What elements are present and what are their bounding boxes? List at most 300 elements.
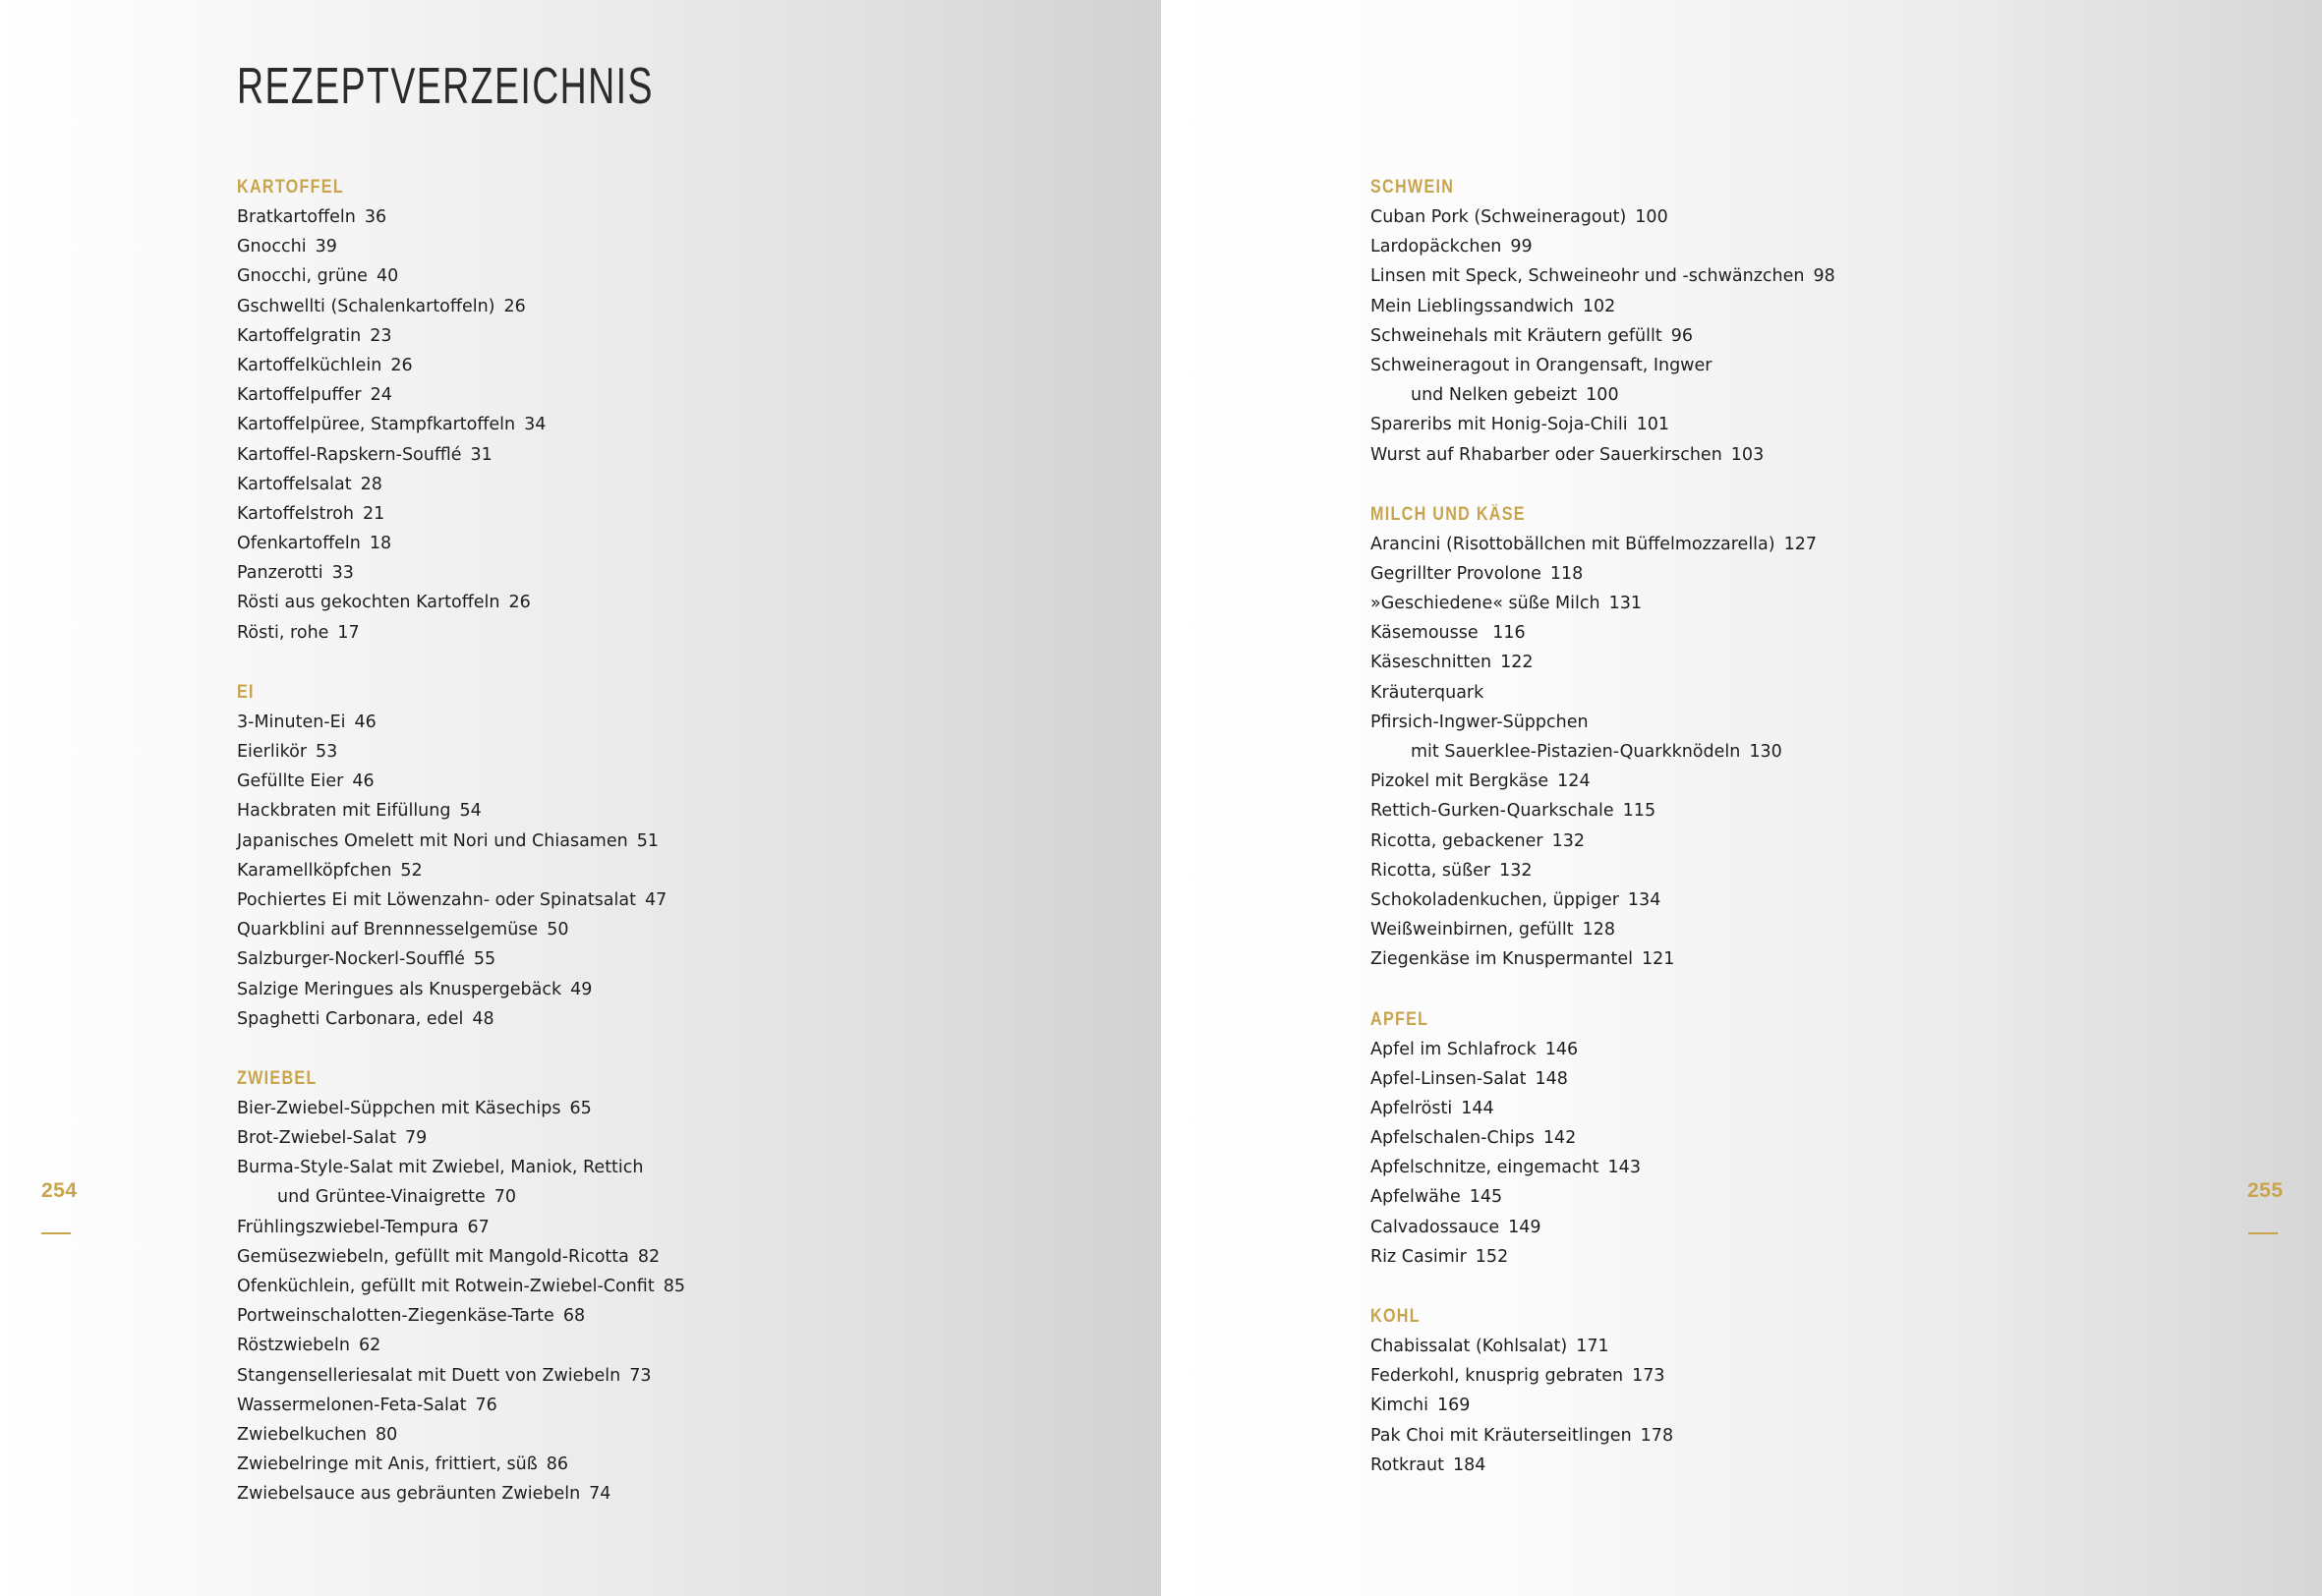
entry-line	[237, 1242, 1082, 1272]
entry-line	[237, 1479, 1082, 1509]
index-entry	[237, 915, 1082, 944]
index-entry	[1370, 351, 2216, 410]
index-entry	[237, 351, 1082, 380]
recipe-name: 3-Minuten-Ei	[237, 712, 346, 732]
entry-line	[1370, 678, 2216, 708]
entry-line	[1370, 1094, 2216, 1123]
entry-line	[237, 1272, 1082, 1301]
entry-line	[237, 410, 1082, 439]
recipe-name: Mein Lieblingssandwich	[1370, 296, 1574, 316]
recipe-page-number: 21	[362, 503, 385, 524]
index-entry	[1370, 1213, 2216, 1242]
recipe-name: Lardopäckchen	[1370, 237, 1502, 257]
recipe-name: Cuban Pork (Schweineragout)	[1370, 207, 1627, 227]
recipe-page-number: 169	[1436, 1396, 1471, 1416]
recipe-page-number: 49	[570, 979, 593, 999]
index-entry	[237, 1331, 1082, 1360]
index-entry	[1370, 559, 2216, 589]
index-entry	[237, 737, 1082, 767]
recipe-name: Frühlingszwiebel-Tempura	[237, 1217, 459, 1237]
recipe-page-number: 68	[562, 1306, 586, 1327]
recipe-page-number: 18	[369, 534, 392, 554]
recipe-name: Rösti, rohe	[237, 622, 329, 643]
section-heading: SCHWEIN	[1370, 177, 1455, 198]
recipe-page-number: 152	[1475, 1246, 1509, 1267]
index-entry	[1370, 440, 2216, 470]
recipe-page-number: 23	[370, 325, 392, 346]
entry-line	[1370, 944, 2216, 974]
entry-line	[1370, 856, 2216, 885]
entry-line	[237, 202, 1082, 232]
index-entry	[1370, 826, 2216, 856]
entry-line	[237, 440, 1082, 470]
recipe-name: Portweinschalotten-Ziegenkäse-Tarte	[237, 1306, 554, 1327]
recipe-name: Kräuterquark	[1370, 682, 1484, 703]
recipe-page-number: 28	[360, 474, 382, 494]
entry-list	[237, 708, 1082, 1034]
recipe-name: Gemüsezwiebeln, gefüllt mit Mangold-Ricotta	[237, 1246, 629, 1267]
recipe-page-number: 79	[404, 1128, 428, 1149]
index-entry	[1370, 767, 2216, 796]
entry-line	[1370, 1242, 2216, 1272]
index-entry	[1370, 856, 2216, 885]
recipe-name: Ofenküchlein, gefüllt mit Rotwein-Zwiebel-Confit	[237, 1277, 655, 1297]
entry-line	[237, 1182, 1082, 1212]
entry-line	[237, 321, 1082, 351]
entry-list	[237, 1094, 1082, 1510]
recipe-page-number: 34	[524, 415, 547, 435]
recipe-page-number: 131	[1608, 594, 1642, 614]
index-entry	[237, 499, 1082, 529]
recipe-page-number: 36	[364, 207, 387, 227]
recipe-name: Pak Choi mit Kräuterseitlingen	[1370, 1425, 1632, 1446]
recipe-name: Käseschnitten	[1370, 653, 1492, 673]
recipe-page-number: 82	[637, 1246, 661, 1267]
recipe-name: Hackbraten mit Eifüllung	[237, 801, 451, 822]
recipe-page-number: 26	[508, 593, 531, 613]
index-section	[237, 173, 1082, 648]
entry-line	[1370, 796, 2216, 826]
index-entry	[1370, 944, 2216, 974]
index-entry	[1370, 618, 2216, 648]
recipe-page-number: 124	[1557, 771, 1591, 792]
recipe-name: Schokoladenkuchen, üppiger	[1370, 889, 1619, 910]
recipe-page-number: 146	[1544, 1039, 1579, 1059]
recipe-name: Wurst auf Rhabarber oder Sauerkirschen	[1370, 444, 1722, 465]
entry-line	[237, 1301, 1082, 1331]
recipe-page-number: 55	[473, 949, 496, 970]
recipe-name: mit Sauerklee-Pistazien-Quarkknödeln	[1411, 742, 1741, 763]
recipe-page-number: 171	[1576, 1337, 1609, 1357]
recipe-page-number: 54	[459, 801, 482, 822]
recipe-name: Apfel-Linsen-Salat	[1370, 1068, 1527, 1089]
recipe-name: Kartoffelstroh	[237, 503, 354, 524]
entry-line	[1370, 737, 2216, 767]
index-entry	[237, 232, 1082, 261]
entry-line	[1370, 321, 2216, 351]
entry-line	[237, 1361, 1082, 1391]
recipe-name: Gegrillter Provolone	[1370, 563, 1541, 584]
index-entry	[1370, 885, 2216, 915]
section-heading: EI	[237, 681, 255, 703]
recipe-name: Salzburger-Nockerl-Soufflé	[237, 949, 465, 970]
recipe-name: Zwiebelkuchen	[237, 1424, 367, 1445]
entry-line	[1370, 1391, 2216, 1420]
entry-line	[237, 232, 1082, 261]
entry-line	[237, 944, 1082, 974]
index-entry	[1370, 232, 2216, 261]
index-entry	[1370, 678, 2216, 708]
entry-line	[1370, 648, 2216, 677]
recipe-name: Japanisches Omelett mit Nori und Chiasamen	[237, 830, 628, 851]
recipe-page-number: 33	[331, 563, 354, 584]
recipe-page-number: 96	[1670, 325, 1693, 346]
index-entry	[1370, 1123, 2216, 1153]
entry-list	[1370, 1332, 2216, 1480]
index-entry	[237, 1361, 1082, 1391]
recipe-page-number: 39	[315, 237, 337, 257]
entry-list	[1370, 530, 2216, 975]
recipe-name: Pfirsich-Ingwer-Süppchen	[1370, 712, 1589, 732]
recipe-page-number: 86	[546, 1454, 569, 1475]
recipe-page-number: 40	[376, 266, 399, 287]
entry-line	[237, 1004, 1082, 1034]
recipe-name: Kartoffel-Rapskern-Soufflé	[237, 444, 462, 465]
recipe-name: und Grüntee-Vinaigrette	[277, 1187, 486, 1208]
index-entry	[1370, 1064, 2216, 1094]
recipe-page-number: 144	[1461, 1098, 1494, 1118]
entry-line	[237, 618, 1082, 648]
index-entry	[237, 558, 1082, 588]
recipe-page-number: 65	[569, 1098, 592, 1118]
recipe-name: Arancini (Risottobällchen mit Büffelmozzarella)	[1370, 534, 1775, 554]
recipe-page-number: 53	[316, 742, 338, 762]
entry-line	[1370, 618, 2216, 648]
index-entry	[237, 1213, 1082, 1242]
page-number-right: 255	[2247, 1179, 2284, 1202]
index-entry	[1370, 915, 2216, 944]
recipe-page-number: 100	[1586, 385, 1619, 406]
index-entry	[237, 856, 1082, 885]
recipe-name: Pochiertes Ei mit Löwenzahn- oder Spinatsalat	[237, 889, 636, 910]
recipe-name: Kartoffelpüree, Stampfkartoffeln	[237, 415, 516, 435]
index-entry	[237, 1450, 1082, 1479]
recipe-page-number: 46	[352, 771, 375, 792]
index-entry	[237, 292, 1082, 321]
recipe-page-number: 102	[1582, 296, 1616, 316]
recipe-name: Ricotta, gebackener	[1370, 830, 1543, 851]
index-entry	[237, 1242, 1082, 1272]
recipe-page-number: 48	[472, 1008, 494, 1029]
recipe-name: Weißweinbirnen, gefüllt	[1370, 920, 1574, 940]
index-entry	[1370, 1361, 2216, 1391]
index-entry	[237, 1272, 1082, 1301]
entry-line	[237, 737, 1082, 767]
recipe-name: Kartoffelsalat	[237, 474, 352, 494]
recipe-name: Rettich-Gurken-Quarkschale	[1370, 801, 1614, 822]
recipe-name: Ricotta, süßer	[1370, 860, 1491, 881]
index-entry	[237, 1420, 1082, 1450]
recipe-page-number: 51	[636, 830, 659, 851]
index-entry	[1370, 589, 2216, 618]
recipe-name: Zwiebelringe mit Anis, frittiert, süß	[237, 1454, 538, 1475]
index-section	[1370, 500, 2216, 975]
entry-line	[237, 1450, 1082, 1479]
index-entry	[237, 796, 1082, 826]
recipe-page-number: 76	[475, 1395, 497, 1415]
index-entry	[237, 1391, 1082, 1420]
recipe-name: Kartoffelgratin	[237, 325, 362, 346]
recipe-page-number: 52	[400, 860, 423, 881]
entry-line	[1370, 1451, 2216, 1480]
entry-line	[237, 708, 1082, 737]
recipe-name: Wassermelonen-Feta-Salat	[237, 1395, 467, 1415]
entry-line	[237, 529, 1082, 558]
index-entry	[1370, 202, 2216, 232]
recipe-name: Kimchi	[1370, 1396, 1428, 1416]
recipe-page-number: 134	[1627, 889, 1661, 910]
recipe-page-number: 143	[1607, 1158, 1641, 1178]
recipe-page-number: 103	[1730, 444, 1765, 465]
page-number-left: 254	[41, 1179, 78, 1202]
entry-line	[237, 292, 1082, 321]
folio-rule-left	[41, 1232, 71, 1234]
entry-line	[237, 261, 1082, 291]
entry-line	[1370, 1035, 2216, 1064]
recipe-name: Riz Casimir	[1370, 1246, 1467, 1267]
recipe-name: Apfelrösti	[1370, 1098, 1453, 1118]
index-entry	[1370, 1153, 2216, 1182]
entry-list	[1370, 202, 2216, 470]
index-entry	[237, 1004, 1082, 1034]
index-entry	[237, 470, 1082, 499]
recipe-name: Ofenkartoffeln	[237, 534, 361, 554]
recipe-name: Quarkblini auf Brennnesselgemüse	[237, 920, 539, 940]
index-entry	[1370, 261, 2216, 291]
index-entry	[1370, 292, 2216, 321]
index-section	[237, 1064, 1082, 1510]
recipe-name: Ziegenkäse im Knuspermantel	[1370, 949, 1633, 970]
folio-rule-right	[2248, 1232, 2278, 1234]
index-entry	[1370, 1391, 2216, 1420]
index-entry	[237, 1123, 1082, 1153]
index-entry	[237, 1094, 1082, 1123]
index-entry	[1370, 1332, 2216, 1361]
entry-line	[1370, 530, 2216, 559]
recipe-name: Brot-Zwiebel-Salat	[237, 1128, 396, 1149]
recipe-name: Zwiebelsauce aus gebräunten Zwiebeln	[237, 1484, 581, 1505]
index-entry	[237, 1479, 1082, 1509]
page-title: REZEPTVERZEICHNIS	[237, 58, 654, 115]
recipe-page-number: 47	[644, 889, 668, 910]
recipe-name: Federkohl, knusprig gebraten	[1370, 1366, 1624, 1387]
entry-line	[237, 856, 1082, 885]
entry-line	[1370, 351, 2216, 380]
index-entry	[237, 588, 1082, 617]
left-index-column	[237, 173, 1082, 1540]
entry-line	[1370, 767, 2216, 796]
recipe-page-number: 17	[337, 622, 360, 643]
entry-line	[1370, 1421, 2216, 1451]
index-entry	[237, 1301, 1082, 1331]
index-section	[1370, 1005, 2216, 1273]
recipe-name: Rotkraut	[1370, 1454, 1444, 1475]
recipe-page-number: 26	[390, 355, 413, 375]
entry-line	[237, 380, 1082, 410]
index-entry	[237, 767, 1082, 796]
entry-line	[1370, 1361, 2216, 1391]
entry-line	[1370, 1064, 2216, 1094]
recipe-page-number: 132	[1499, 860, 1533, 881]
index-entry	[237, 618, 1082, 648]
right-index-column	[1370, 173, 2216, 1510]
entry-line	[1370, 885, 2216, 915]
recipe-page-number: 73	[629, 1365, 652, 1386]
entry-line	[1370, 1182, 2216, 1212]
entry-line	[1370, 1332, 2216, 1361]
index-entry	[1370, 1421, 2216, 1451]
recipe-name: Käsemousse	[1370, 623, 1479, 644]
index-entry	[237, 708, 1082, 737]
entry-line	[1370, 708, 2216, 737]
index-entry	[237, 261, 1082, 291]
recipe-page-number: 26	[503, 296, 526, 316]
entry-line	[1370, 826, 2216, 856]
entry-line	[1370, 915, 2216, 944]
recipe-page-number: 184	[1452, 1454, 1486, 1475]
right-page	[1161, 0, 2322, 1596]
index-entry	[1370, 321, 2216, 351]
recipe-page-number: 128	[1582, 920, 1616, 940]
entry-line	[237, 1420, 1082, 1450]
recipe-name: Burma-Style-Salat mit Zwiebel, Maniok, Rettich	[237, 1158, 644, 1178]
recipe-page-number: 100	[1635, 207, 1668, 227]
index-entry	[1370, 410, 2216, 439]
recipe-page-number: 31	[470, 444, 493, 465]
section-heading: APFEL	[1370, 1008, 1429, 1030]
section-heading: ZWIEBEL	[237, 1067, 318, 1089]
recipe-page-number: 46	[354, 712, 377, 732]
recipe-page-number: 148	[1535, 1068, 1568, 1089]
index-section	[237, 678, 1082, 1034]
recipe-page-number: 70	[493, 1187, 517, 1208]
recipe-name: Rösti aus gekochten Kartoffeln	[237, 593, 500, 613]
index-entry	[237, 410, 1082, 439]
entry-line	[237, 915, 1082, 944]
recipe-page-number: 80	[375, 1424, 398, 1445]
index-entry	[1370, 1451, 2216, 1480]
index-entry	[237, 380, 1082, 410]
entry-list	[237, 202, 1082, 648]
entry-line	[237, 885, 1082, 915]
entry-line	[1370, 1213, 2216, 1242]
recipe-name: Kartoffelpuffer	[237, 385, 362, 406]
entry-line	[1370, 261, 2216, 291]
recipe-name: Kartoffelküchlein	[237, 355, 382, 375]
recipe-page-number: 173	[1632, 1366, 1665, 1387]
recipe-page-number: 127	[1783, 534, 1817, 554]
recipe-page-number: 50	[547, 920, 569, 940]
entry-line	[237, 826, 1082, 856]
recipe-page-number: 116	[1486, 623, 1526, 644]
index-entry	[1370, 1035, 2216, 1064]
index-section	[1370, 1302, 2216, 1480]
index-entry	[237, 885, 1082, 915]
recipe-page-number: 85	[663, 1277, 685, 1297]
recipe-page-number: 101	[1636, 415, 1669, 435]
entry-line	[237, 588, 1082, 617]
entry-line	[237, 351, 1082, 380]
entry-line	[1370, 232, 2216, 261]
index-entry	[237, 202, 1082, 232]
recipe-page-number: 24	[370, 385, 392, 406]
recipe-name: Gefüllte Eier	[237, 771, 344, 792]
index-entry	[237, 1153, 1082, 1212]
recipe-name: Spareribs mit Honig-Soja-Chili	[1370, 415, 1628, 435]
entry-line	[1370, 202, 2216, 232]
recipe-page-number: 98	[1813, 266, 1835, 287]
recipe-page-number: 145	[1469, 1187, 1503, 1208]
index-entry	[1370, 1242, 2216, 1272]
recipe-name: Panzerotti	[237, 563, 323, 584]
entry-line	[237, 1391, 1082, 1420]
index-entry	[237, 944, 1082, 974]
recipe-name: und Nelken gebeizt	[1411, 385, 1578, 406]
recipe-name: Stangenselleriesalat mit Duett von Zwiebeln	[237, 1365, 621, 1386]
recipe-page-number: 67	[467, 1217, 490, 1237]
recipe-page-number: 178	[1640, 1425, 1674, 1446]
index-entry	[237, 321, 1082, 351]
recipe-page-number: 118	[1549, 563, 1584, 584]
recipe-name: Linsen mit Speck, Schweineohr und -schwänzchen	[1370, 266, 1805, 287]
index-section	[1370, 173, 2216, 470]
entry-line	[237, 767, 1082, 796]
recipe-name: Schweineragout in Orangensaft, Ingwer	[1370, 355, 1712, 375]
recipe-page-number: 62	[359, 1336, 381, 1356]
index-entry	[237, 440, 1082, 470]
recipe-page-number: 74	[589, 1484, 611, 1505]
entry-line	[1370, 440, 2216, 470]
entry-line	[237, 470, 1082, 499]
recipe-page-number: 130	[1749, 742, 1782, 763]
recipe-name: Bier-Zwiebel-Süppchen mit Käsechips	[237, 1098, 561, 1118]
section-heading: MILCH UND KÄSE	[1370, 503, 1526, 525]
recipe-page-number: 149	[1508, 1217, 1541, 1237]
entry-line	[237, 1094, 1082, 1123]
index-entry	[1370, 1182, 2216, 1212]
recipe-name: »Geschiedene« süße Milch	[1370, 594, 1600, 614]
recipe-name: Salzige Meringues als Knuspergebäck	[237, 979, 562, 999]
recipe-name: Apfelschalen-Chips	[1370, 1128, 1535, 1149]
entry-line	[1370, 292, 2216, 321]
index-entry	[237, 529, 1082, 558]
entry-line	[1370, 380, 2216, 410]
index-entry	[1370, 648, 2216, 677]
entry-line	[1370, 410, 2216, 439]
entry-list	[1370, 1035, 2216, 1273]
recipe-page-number: 132	[1551, 830, 1585, 851]
index-entry	[1370, 708, 2216, 767]
entry-line	[237, 1123, 1082, 1153]
entry-line	[237, 1153, 1082, 1182]
entry-line	[237, 558, 1082, 588]
entry-line	[237, 1331, 1082, 1360]
index-entry	[1370, 1094, 2216, 1123]
entry-line	[237, 796, 1082, 826]
recipe-name: Chabissalat (Kohlsalat)	[1370, 1337, 1568, 1357]
index-entry	[1370, 530, 2216, 559]
section-heading: KOHL	[1370, 1306, 1421, 1328]
